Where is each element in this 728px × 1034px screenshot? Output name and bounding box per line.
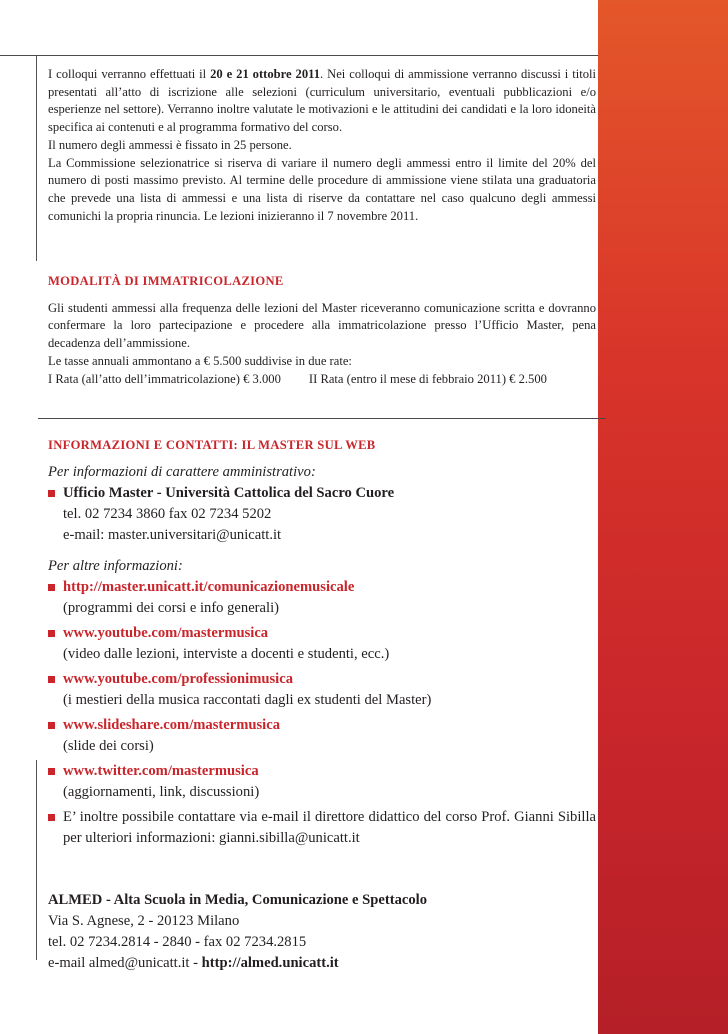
link-url[interactable]: www.slideshare.com/mastermusica — [63, 717, 280, 733]
enrollment-heading: MODALITÀ DI IMMATRICOLAZIONE — [48, 274, 284, 288]
office-item — [48, 483, 596, 546]
contacts-heading: INFORMAZIONI E CONTATTI: IL MASTER SUL WEB — [48, 438, 376, 452]
office-email[interactable]: e-mail: master.universitari@unicatt.it — [63, 527, 282, 543]
almed-web-link[interactable]: http://almed.unicatt.it — [201, 955, 339, 971]
link-url[interactable]: http://master.unicatt.it/comunicazionemusicale — [63, 579, 355, 595]
enrollment-section — [48, 273, 596, 388]
link-desc: (video dalle lezioni, interviste a docenti e studenti, ecc.) — [63, 646, 390, 662]
intro-section — [48, 66, 596, 225]
top-rule — [0, 55, 598, 56]
link-item — [48, 715, 596, 757]
vertical-rule-1 — [36, 56, 37, 261]
commission-paragraph: La Commissione selezionatrice si riserva di variare il numero degli ammessi entro il limite del 20% del numero di posti massimo previsto. Al termine delle procedure di ammissione viene stilata una graduatoria che prevede una lista di ammessi e una lista di riserve da contattare nel caso qualcuno degli ammessi comunichi la propria rinuncia. Le lezioni inizieranno il 7 novembre 2011. — [48, 155, 596, 223]
bullet-icon — [48, 676, 55, 683]
almed-footer — [48, 890, 596, 974]
link-item — [48, 623, 596, 665]
link-url[interactable]: www.youtube.com/mastermusica — [63, 625, 269, 641]
bullet-icon — [48, 814, 55, 821]
link-url[interactable]: www.twitter.com/mastermusica — [63, 763, 259, 779]
fees-paragraph: Le tasse annuali ammontano a € 5.500 suddivise in due rate: — [48, 353, 352, 368]
bullet-icon — [48, 630, 55, 637]
admission-count: Il numero degli ammessi è fissato in 25 persone. — [48, 137, 292, 152]
office-tel: tel. 02 7234 3860 fax 02 7234 5202 — [63, 506, 272, 522]
link-item — [48, 669, 596, 711]
admin-info-intro: Per informazioni di carattere amministrativo: — [48, 464, 316, 480]
link-desc: (i mestieri della musica raccontati dagli ex studenti del Master) — [63, 692, 432, 708]
vertical-rule-2 — [36, 760, 37, 960]
link-desc: (programmi dei corsi e info generali) — [63, 600, 279, 616]
director-contact-text: E’ inoltre possibile contattare via e-mail il direttore didattico del corso Prof. Gianni Sibilla per ulteriori informazioni: gianni.sibilla@unicatt.it — [63, 809, 596, 846]
almed-contact: e-mail almed@unicatt.it - http://almed.unicatt.it — [48, 955, 339, 971]
intro-paragraph: I colloqui verranno effettuati il 20 e 21 ottobre 2011. Nei colloqui di ammissione verranno discussi i titoli presentati all’atto di iscrizione alle selezioni (curriculum universitario, eventuali pubblicazioni e/o esperienze nel settore). Verranno inoltre valutate le motivazioni e le attitudini dei candidati e la loro idoneità specifica ai contenuti e al programma formativo del corso. — [48, 67, 596, 135]
contacts-section — [48, 438, 596, 849]
bullet-icon — [48, 584, 55, 591]
enrollment-paragraph: Gli studenti ammessi alla frequenza delle lezioni del Master riceveranno comunicazione scritta e dovranno confermare la loro partecipazione e procedere alla immatricolazione presso l’Ufficio Master, pena decadenza dell’ammissione. — [48, 300, 596, 351]
director-contact-item — [48, 807, 596, 849]
link-item — [48, 577, 596, 619]
almed-address: Via S. Agnese, 2 - 20123 Milano — [48, 913, 240, 929]
almed-tel: tel. 02 7234.2814 - 2840 - fax 02 7234.2815 — [48, 934, 307, 950]
almed-name: ALMED - Alta Scuola in Media, Comunicazione e Spettacolo — [48, 892, 428, 908]
bullet-icon — [48, 490, 55, 497]
fees-installments: I Rata (all’atto dell’immatricolazione) € 3.000 II Rata (entro il mese di febbraio 2011) € 2.500 — [48, 371, 547, 386]
decorative-sidebar — [598, 0, 728, 1034]
link-desc: (slide dei corsi) — [63, 738, 154, 754]
other-info-intro: Per altre informazioni: — [48, 558, 183, 574]
link-url[interactable]: www.youtube.com/professionimusica — [63, 671, 294, 687]
bullet-icon — [48, 768, 55, 775]
bullet-icon — [48, 722, 55, 729]
middle-rule — [38, 418, 606, 419]
interview-dates: 20 e 21 ottobre 2011 — [210, 67, 321, 81]
link-item — [48, 761, 596, 803]
link-desc: (aggiornamenti, link, discussioni) — [63, 784, 260, 800]
office-name: Ufficio Master - Università Cattolica del Sacro Cuore — [63, 485, 395, 501]
